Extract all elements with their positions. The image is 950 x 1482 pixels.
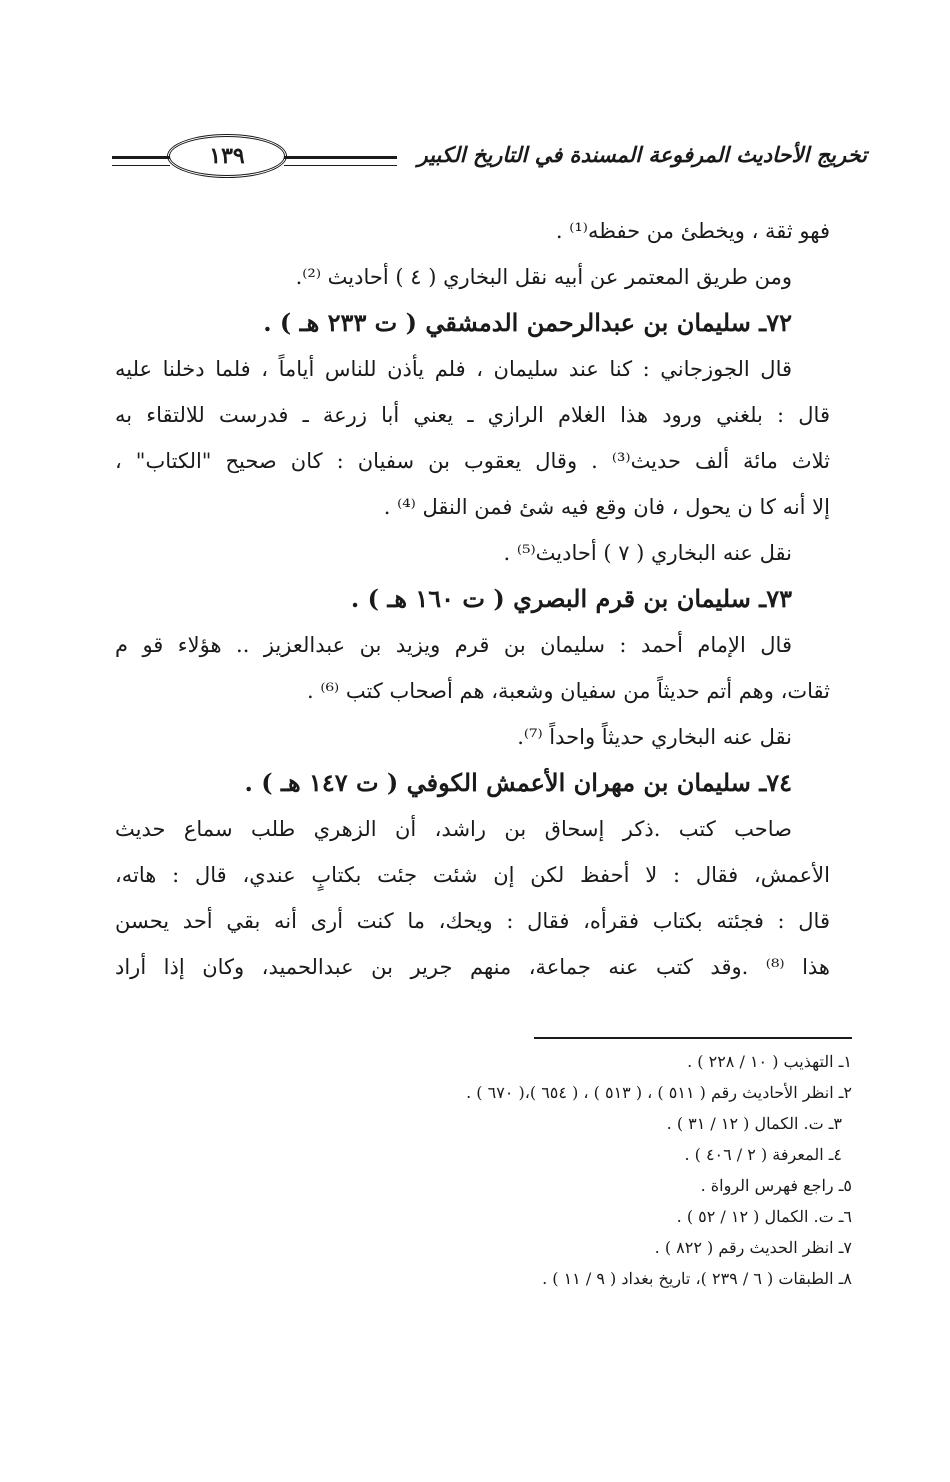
header-rule bbox=[112, 156, 170, 166]
text-line: نقل عنه البخاري ( ٧ ) أحاديث⁽⁵⁾ . bbox=[503, 541, 792, 565]
text-line: قال الجوزجاني : كنا عند سليمان ، فلم يأذن للناس أياماً ، فلما دخلنا عليه bbox=[115, 357, 792, 381]
text-line: فهو ثقة ، ويخطئ من حفظه⁽¹⁾ . bbox=[555, 219, 830, 243]
text-line: إلا أنه كا ن يحول ، فان وقع فيه شئ فمن النقل ⁽⁴⁾ . bbox=[383, 495, 830, 519]
text-line: صاحب كتب .ذكر إسحاق بن راشد، أن الزهري طلب سماع حديث bbox=[115, 817, 792, 841]
footnote: ٨ـ الطبقات ( ٦ / ٢٣٩ )، تاريخ بغداد ( ٩ / ١١ ) . bbox=[542, 1269, 852, 1288]
text-line: قال : فجئته بكتاب فقرأه، فقال : ويحك، ما كنت أرى أنه بقي أحد يحسن bbox=[115, 909, 830, 933]
text-line: قال : بلغني ورود هذا الغلام الرازي ـ يعني أبا زرعة ـ فدرست للالتقاء به bbox=[115, 403, 830, 427]
footnote-separator bbox=[534, 1037, 852, 1039]
text-line: ثقات، وهم أتم حديثاً من سفيان وشعبة، هم أصحاب كتب ⁽⁶⁾ . bbox=[307, 679, 830, 703]
text-line: هذا ⁽⁸⁾ .وقد كتب عنه جماعة، منهم جرير بن عبدالحميد، وكان إذا أراد bbox=[115, 955, 831, 979]
text-line: ومن طريق المعتمر عن أبيه نقل البخاري ( ٤ ) أحاديث ⁽²⁾. bbox=[295, 265, 792, 289]
section-heading: ٧٢ـ سليمان بن عبدالرحمن الدمشقي ( ت ٢٣٣ هـ ) . bbox=[263, 308, 792, 337]
footnote: ٧ـ انظر الحديث رقم ( ٨٢٢ ) . bbox=[654, 1238, 852, 1257]
footnote: ٢ـ انظر الأحاديث رقم ( ٥١١ ) ، ( ٥١٣ ) ، ( ٦٥٤ )،( ٦٧٠ ) . bbox=[466, 1083, 852, 1102]
header-rule bbox=[284, 156, 397, 166]
page-number: ١٣٩ bbox=[209, 143, 245, 169]
footnote: ٥ـ راجع فهرس الرواة . bbox=[700, 1176, 852, 1195]
text-line: نقل عنه البخاري حديثاً واحداً ⁽⁷⁾. bbox=[517, 725, 792, 749]
page-number-frame bbox=[167, 134, 287, 178]
footnote: ٣ـ ت. الكمال ( ١٢ / ٣١ ) . bbox=[666, 1114, 842, 1133]
section-heading: ٧٣ـ سليمان بن قرم البصري ( ت ١٦٠ هـ ) . bbox=[350, 584, 792, 613]
footnote: ٤ـ المعرفة ( ٢ / ٤٠٦ ) . bbox=[684, 1145, 842, 1164]
text-line: قال الإمام أحمد : سليمان بن قرم ويزيد بن عبدالعزيز .. هؤلاء قو م bbox=[115, 633, 792, 657]
text-line: ثلاث مائة ألف حديث⁽³⁾ . وقال يعقوب بن سفيان : كان صحيح "الكتاب" ، bbox=[115, 449, 830, 473]
footnote: ١ـ التهذيب ( ١٠ / ٢٢٨ ) . bbox=[687, 1052, 852, 1071]
book-title: تخريج الأحاديث المرفوعة المسندة في التاريخ الكبير bbox=[417, 142, 867, 167]
section-heading: ٧٤ـ سليمان بن مهران الأعمش الكوفي ( ت ١٤٧ هـ ) . bbox=[244, 768, 792, 797]
footnotes bbox=[292, 1046, 852, 1294]
footnote: ٦ـ ت. الكمال ( ١٢ / ٥٢ ) . bbox=[676, 1207, 852, 1226]
text-line: الأعمش، فقال : لا أحفظ لكن إن شئت جئت بكتابٍ عندي، قال : هاته، bbox=[115, 863, 830, 887]
running-header bbox=[112, 128, 867, 190]
body-text bbox=[115, 208, 830, 990]
